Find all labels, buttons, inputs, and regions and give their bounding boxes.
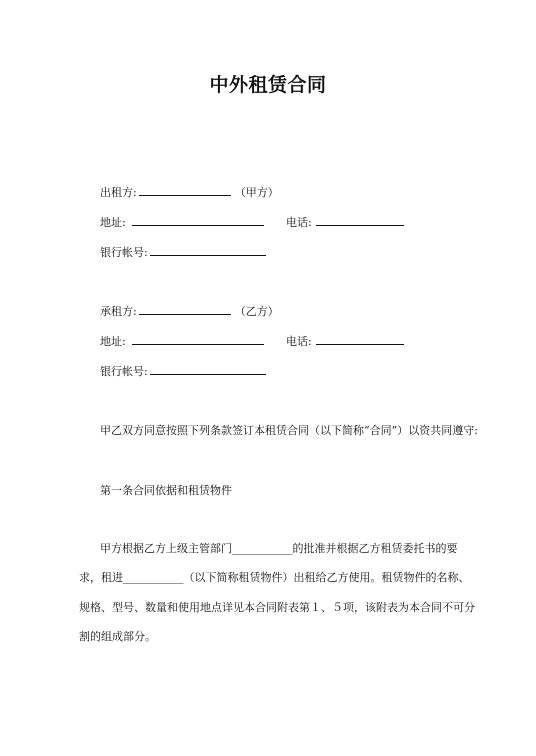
lessee-party-tag: （乙方） <box>234 305 279 318</box>
article-1-line-1-blank: ___________ <box>232 542 293 555</box>
article-1-line-2-blank: ___________ <box>123 571 184 584</box>
article-1-line-1-text-b: 的批准并根据乙方租赁委托书的要 <box>292 542 458 555</box>
lessee-name-row <box>100 303 279 319</box>
lessee-phone-blank[interactable] <box>316 333 404 345</box>
lessor-bank-label: 银行帐号: <box>100 246 148 259</box>
lessor-name-blank[interactable] <box>139 184 231 196</box>
document-title: 中外租赁合同 <box>209 74 327 96</box>
lessor-phone-row <box>286 214 408 230</box>
lessee-name-label: 承租方: <box>100 305 137 318</box>
article-1-heading: 第一条合同依据和租赁物件 <box>100 484 232 497</box>
lessor-bank-blank[interactable] <box>150 244 266 256</box>
article-1-line-3 <box>79 601 475 615</box>
lessor-address-row <box>100 214 268 230</box>
lessee-phone-row <box>286 333 408 349</box>
article-1-line-1-text-a: 甲方根据乙方上级主管部门 <box>100 542 232 555</box>
lessee-bank-blank[interactable] <box>150 363 266 375</box>
article-1-line-1 <box>100 542 458 556</box>
article-1-line-2-text-b: （以下简称租赁物件）出租给乙方使用。租赁物件的名称、 <box>183 571 470 584</box>
lessor-name-label: 出租方: <box>100 186 137 199</box>
lessee-address-row <box>100 333 268 349</box>
article-1-line-2-text-a: 求，租进 <box>79 571 123 584</box>
article-1-line-4-text: 割的组成部分。 <box>79 630 156 643</box>
lessee-bank-label: 银行帐号: <box>100 365 148 378</box>
lessee-name-blank[interactable] <box>139 303 231 315</box>
lessor-name-row <box>100 184 279 200</box>
article-1-line-3-text: 规格、型号、数量和使用地点详见本合同附表第１、５项，该附表为本合同不可分 <box>79 601 475 614</box>
intro-paragraph: 甲乙双方同意按照下列条款签订本租赁合同（以下简称“合同”）以资共同遵守: <box>100 424 478 437</box>
article-1-line-2 <box>79 571 470 585</box>
lessor-bank-row <box>100 244 270 260</box>
lessor-phone-blank[interactable] <box>316 214 404 226</box>
lessee-address-blank[interactable] <box>132 333 264 345</box>
lessee-phone-label: 电话: <box>286 335 312 348</box>
lessor-address-blank[interactable] <box>132 214 264 226</box>
lessee-address-label: 地址: <box>100 335 126 348</box>
lessor-party-tag: （甲方） <box>234 186 279 199</box>
lessor-address-label: 地址: <box>100 216 126 229</box>
lessee-bank-row <box>100 363 270 379</box>
lessor-phone-label: 电话: <box>286 216 312 229</box>
article-1-line-4 <box>79 630 156 644</box>
